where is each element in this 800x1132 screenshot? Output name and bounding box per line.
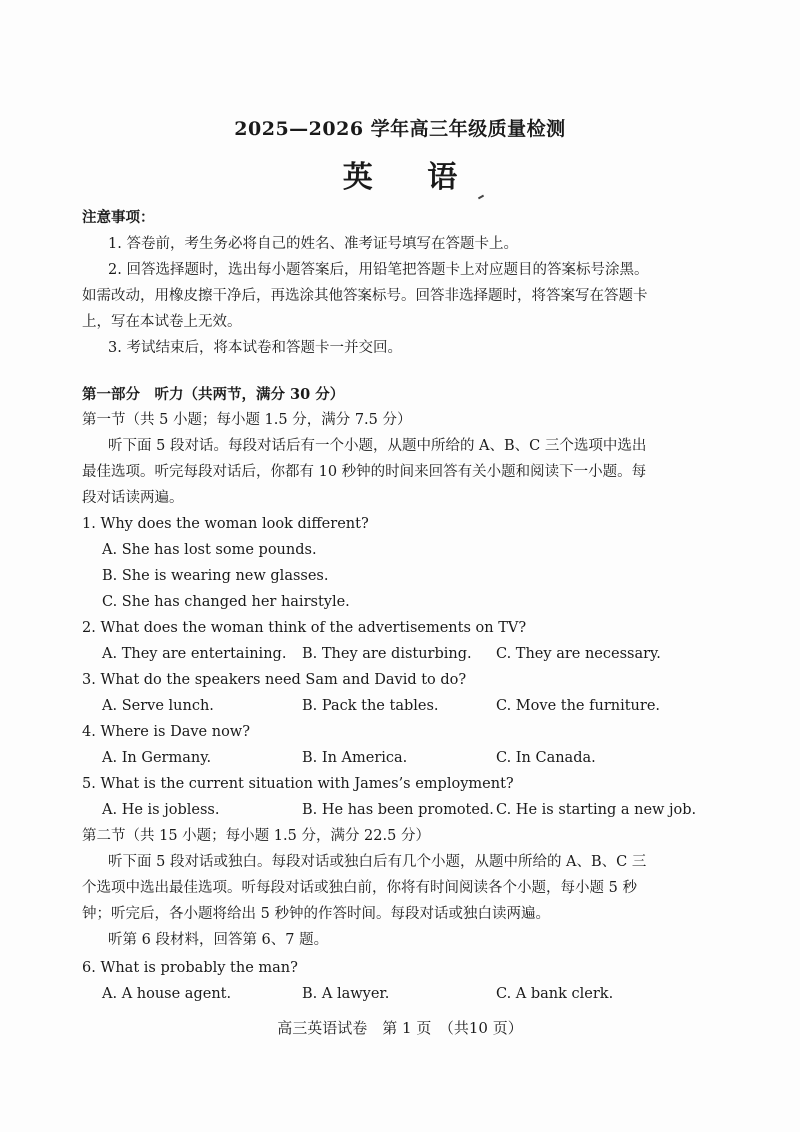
notice-heading: 注意事项： [82, 209, 155, 226]
question-4-option-c: C. In Canada. [496, 750, 596, 766]
notice-item-3: 3. 考试结束后，将本试卷和答题卡一并交回。 [108, 340, 402, 356]
notice-item-2-line-1: 2. 回答选择题时，选出每小题答案后，用铅笔把答题卡上对应题目的答案标号涂黑。 [108, 262, 649, 278]
exam-title: 2025—2026 学年高三年级质量检测 [234, 118, 566, 140]
section1-instr-1: 听下面 5 段对话。每段对话后有一个小题，从题中所给的 A、B、C 三个选项中选出 [108, 438, 647, 454]
question-6-option-a: A. A house agent. [102, 986, 232, 1002]
section2-material: 听第 6 段材料，回答第 6、7 题。 [108, 932, 329, 948]
question-3-option-c: C. Move the furniture. [496, 698, 661, 714]
question-5-option-a: A. He is jobless. [102, 802, 220, 818]
page-footer: 高三英语试卷 第 1 页 （共10 页） [277, 1019, 523, 1037]
question-4-option-b: B. In America. [302, 750, 408, 766]
question-2-option-a: A. They are entertaining. [102, 646, 287, 662]
question-5-option-b: B. He has been promoted. [302, 802, 494, 818]
notice-item-1: 1. 答卷前，考生务必将自己的姓名、准考证号填写在答题卡上。 [108, 236, 518, 252]
section2-instr-1: 听下面 5 段对话或独白。每段对话或独白后有几个小题，从题中所给的 A、B、C 三 [108, 854, 647, 870]
question-3-option-a: A. Serve lunch. [102, 698, 214, 714]
section2-instr-2: 个选项中选出最佳选项。听每段对话或独白前，你将有时间阅读各个小题，每小题 5 秒 [82, 880, 637, 896]
question-1-option-a: A. She has lost some pounds. [102, 542, 317, 558]
question-5-option-c: C. He is starting a new job. [496, 802, 697, 818]
section2-heading: 第二节（共 15 小题；每小题 1.5 分，满分 22.5 分） [82, 828, 430, 844]
notice-item-2-line-2: 如需改动，用橡皮擦干净后，再选涂其他答案标号。回答非选择题时，将答案写在答题卡 [82, 288, 648, 304]
question-2-option-c: C. They are necessary. [496, 646, 661, 662]
question-6-stem: 6. What is probably the man? [82, 960, 298, 976]
question-4-stem: 4. Where is Dave now? [82, 724, 250, 740]
part1-heading: 第一部分 听力（共两节，满分 30 分） [82, 386, 345, 403]
question-1-stem: 1. Why does the woman look different? [82, 516, 369, 532]
question-3-stem: 3. What do the speakers need Sam and David to do? [82, 672, 467, 688]
question-2-stem: 2. What does the woman think of the advertisements on TV? [82, 620, 527, 636]
question-5-stem: 5. What is the current situation with James’s employment? [82, 776, 514, 792]
section1-instr-3: 段对话读两遍。 [82, 490, 184, 506]
section1-heading: 第一节（共 5 小题；每小题 1.5 分，满分 7.5 分） [82, 412, 412, 428]
question-6-option-b: B. A lawyer. [302, 986, 390, 1002]
question-4-option-a: A. In Germany. [102, 750, 212, 766]
question-6-option-c: C. A bank clerk. [496, 986, 614, 1002]
question-2-option-b: B. They are disturbing. [302, 646, 472, 662]
exam-subject: 英 语 [342, 160, 480, 195]
section2-instr-3: 钟；听完后，各小题将给出 5 秒钟的作答时间。每段对话或独白读两遍。 [82, 906, 550, 922]
question-1-option-c: C. She has changed her hairstyle. [102, 594, 350, 610]
section1-instr-2: 最佳选项。听完每段对话后，你都有 10 秒钟的时间来回答有关小题和阅读下一小题。每 [82, 464, 647, 480]
question-3-option-b: B. Pack the tables. [302, 698, 439, 714]
question-1-option-b: B. She is wearing new glasses. [102, 568, 329, 584]
notice-item-2-line-3: 上，写在本试卷上无效。 [82, 314, 242, 330]
